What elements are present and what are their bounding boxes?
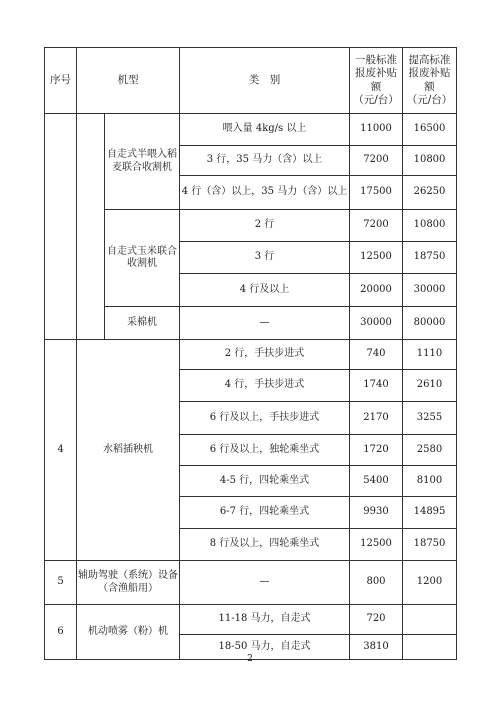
- general-subsidy-cell: 7200: [350, 146, 403, 176]
- category-cell: 4 行（含）以上，35 马力（含）以上: [180, 176, 350, 210]
- row-number-cell: 4: [45, 340, 77, 561]
- subsidy-table: [44, 47, 457, 660]
- category-cell: 2 行: [180, 210, 350, 242]
- page-number: 2: [247, 654, 253, 664]
- table-row: [45, 561, 457, 605]
- category-cell: —: [180, 307, 350, 340]
- category-cell: 4 行及以上: [180, 274, 350, 307]
- general-subsidy-cell: 800: [350, 561, 403, 605]
- category-cell: 8 行及以上，四轮乘坐式: [180, 529, 350, 561]
- raised-subsidy-cell: 8100: [403, 466, 457, 497]
- raised-subsidy-cell: 1110: [403, 340, 457, 370]
- raised-subsidy-cell: 16500: [403, 114, 457, 146]
- header-model: 机型: [77, 48, 180, 114]
- raised-subsidy-cell: 3255: [403, 402, 457, 435]
- row-number-cell: 6: [45, 605, 77, 660]
- category-cell: 6-7 行，四轮乘坐式: [180, 497, 350, 529]
- category-cell: 6 行及以上，独轮乘坐式: [180, 435, 350, 466]
- row-number-cell: [45, 114, 77, 340]
- general-subsidy-cell: 7200: [350, 210, 403, 242]
- general-subsidy-cell: 3810: [350, 635, 403, 660]
- raised-subsidy-cell: 10800: [403, 210, 457, 242]
- table-row: [45, 307, 457, 340]
- header-general-subsidy: 一般标准 报废补贴额 （元/台）: [350, 48, 403, 114]
- model-cell: 自走式玉米联合收割机: [105, 210, 180, 307]
- raised-subsidy-cell: 2610: [403, 370, 457, 402]
- category-cell: 11-18 马力，自走式: [180, 605, 350, 635]
- category-cell: 6 行及以上，手扶步进式: [180, 402, 350, 435]
- header-raised-subsidy: 提高标准 报废补贴 额 （元/台）: [403, 48, 457, 114]
- category-cell: 3 行: [180, 242, 350, 274]
- category-cell: 3 行，35 马力（含）以上: [180, 146, 350, 176]
- header-row: [45, 48, 457, 114]
- table-row: [45, 114, 457, 146]
- model-cell: 机动喷雾（粉）机: [77, 605, 180, 660]
- raised-subsidy-cell: 1200: [403, 561, 457, 605]
- table-row: [45, 210, 457, 242]
- table-row: [45, 340, 457, 370]
- raised-subsidy-cell: 80000: [403, 307, 457, 340]
- raised-subsidy-cell: 2580: [403, 435, 457, 466]
- general-subsidy-cell: 2170: [350, 402, 403, 435]
- model-cell: 采棉机: [105, 307, 180, 340]
- raised-subsidy-cell: 10800: [403, 146, 457, 176]
- model-cell: 自走式半喂入稻麦联合收割机: [105, 114, 180, 210]
- category-cell: 4 行，手扶步进式: [180, 370, 350, 402]
- general-subsidy-cell: 740: [350, 340, 403, 370]
- general-subsidy-cell: 1740: [350, 370, 403, 402]
- general-subsidy-cell: 9930: [350, 497, 403, 529]
- header-no: 序号: [45, 48, 77, 114]
- model-cell: 水稻插秧机: [77, 340, 180, 561]
- table-row: [45, 605, 457, 635]
- general-subsidy-cell: 30000: [350, 307, 403, 340]
- general-subsidy-cell: 1720: [350, 435, 403, 466]
- general-subsidy-cell: 5400: [350, 466, 403, 497]
- category-cell: 18-50 马力，自走式: [180, 635, 350, 660]
- raised-subsidy-cell: 14895: [403, 497, 457, 529]
- group-cell: [77, 114, 105, 340]
- row-number-cell: 5: [45, 561, 77, 605]
- raised-subsidy-cell: 30000: [403, 274, 457, 307]
- general-subsidy-cell: 720: [350, 605, 403, 635]
- category-cell: 2 行，手扶步进式: [180, 340, 350, 370]
- category-cell: 4-5 行，四轮乘坐式: [180, 466, 350, 497]
- category-cell: 喂入量 4kg/s 以上: [180, 114, 350, 146]
- general-subsidy-cell: 12500: [350, 529, 403, 561]
- general-subsidy-cell: 12500: [350, 242, 403, 274]
- header-category: 类 别: [180, 48, 350, 114]
- general-subsidy-cell: 20000: [350, 274, 403, 307]
- general-subsidy-cell: 11000: [350, 114, 403, 146]
- raised-subsidy-cell: 18750: [403, 242, 457, 274]
- category-cell: —: [180, 561, 350, 605]
- model-cell: 辅助驾驶（系统）设备（含渔船用）: [77, 561, 180, 605]
- raised-subsidy-cell: [403, 605, 457, 635]
- general-subsidy-cell: 17500: [350, 176, 403, 210]
- raised-subsidy-cell: 26250: [403, 176, 457, 210]
- raised-subsidy-cell: 18750: [403, 529, 457, 561]
